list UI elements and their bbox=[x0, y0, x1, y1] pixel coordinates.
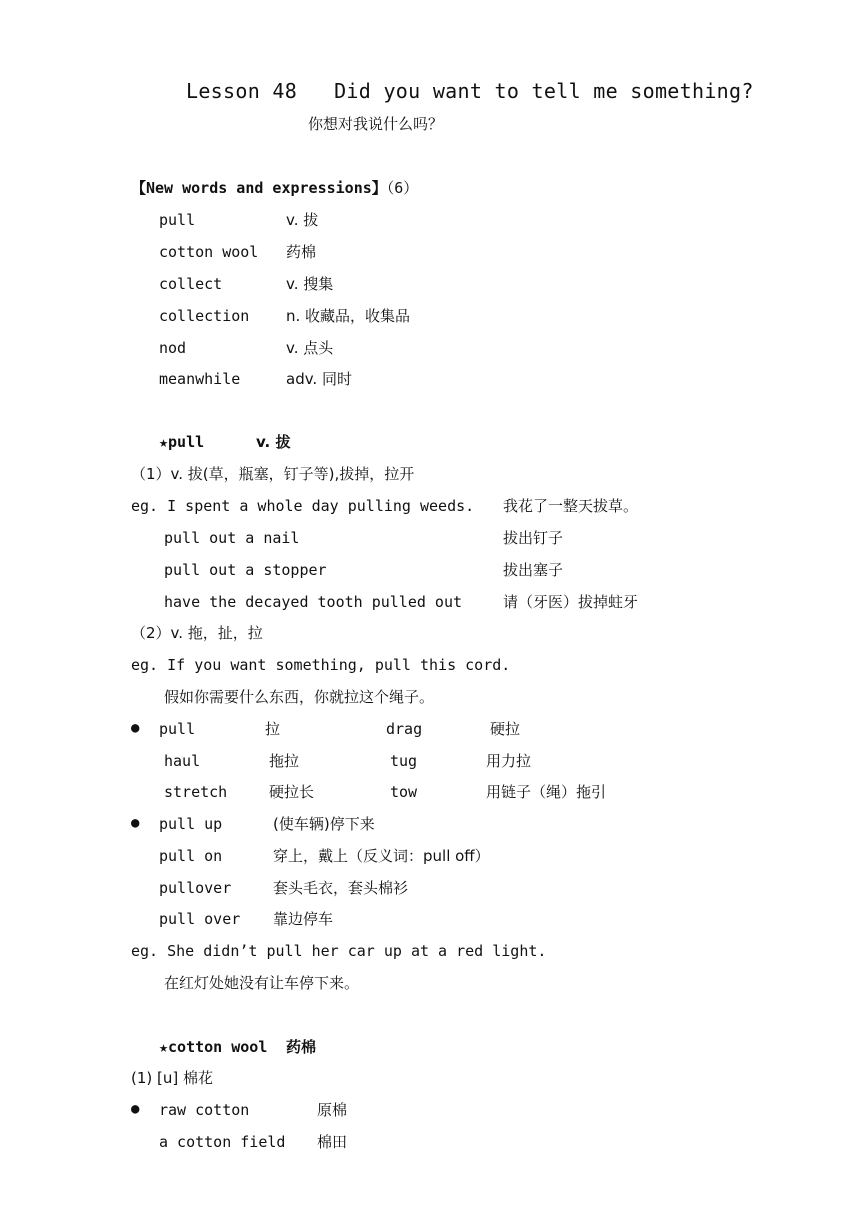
phrasal-cn: 靠边停车 bbox=[273, 910, 334, 928]
synonym-word: pull bbox=[159, 720, 196, 738]
pull-example-2: eg. If you want something, pull this cord. bbox=[131, 656, 511, 674]
synonym-meaning: 硬拉 bbox=[490, 720, 521, 738]
cotton-sense-1: (1) [u] 棉花 bbox=[131, 1069, 213, 1087]
synonym-meaning: 拉 bbox=[265, 720, 281, 738]
pull-heading-meaning: v. 拔 bbox=[256, 433, 291, 451]
phrasal-cn: (使车辆)停下来 bbox=[273, 815, 375, 833]
phrasal-en: pullover bbox=[159, 879, 232, 897]
synonym-meaning: 拖拉 bbox=[269, 752, 300, 770]
bullet-icon: ● bbox=[131, 1101, 140, 1117]
vocab-meaning: v. 搜集 bbox=[286, 275, 334, 293]
synonym-word: tow bbox=[390, 783, 418, 801]
phrase-en: pull out a nail bbox=[164, 529, 300, 547]
vocab-meaning: n. 收藏品，收集品 bbox=[286, 307, 411, 325]
cotton-item-cn: 原棉 bbox=[317, 1101, 348, 1119]
pull-heading: ★pull bbox=[159, 433, 205, 451]
cotton-heading-meaning: 药棉 bbox=[286, 1038, 317, 1056]
phrasal-en: pull over bbox=[159, 910, 241, 928]
vocab-word: pull bbox=[159, 211, 196, 229]
vocab-word: meanwhile bbox=[159, 370, 241, 388]
vocab-heading: 【New words and expressions】（6） bbox=[131, 179, 419, 197]
pull-example-3: eg. She didn’t pull her car up at a red light. bbox=[131, 942, 547, 960]
pull-example-3-translation: 在红灯处她没有让车停下来。 bbox=[164, 974, 360, 992]
cotton-item-en: a cotton field bbox=[159, 1133, 286, 1151]
pull-sense-2: （2）v. 拖，扯，拉 bbox=[131, 624, 263, 642]
vocab-word: nod bbox=[159, 339, 187, 357]
pull-example-2-translation: 假如你需要什么东西，你就拉这个绳子。 bbox=[164, 688, 435, 706]
cotton-item-en: raw cotton bbox=[159, 1101, 250, 1119]
pull-example-1: eg. I spent a whole day pulling weeds. bbox=[131, 497, 475, 515]
pull-example-1-translation: 我花了一整天拔草。 bbox=[503, 497, 639, 515]
page-title: Lesson 48 Did you want to tell me something? bbox=[186, 79, 754, 103]
phrasal-en: pull up bbox=[159, 815, 223, 833]
synonym-word: stretch bbox=[164, 783, 228, 801]
page-subtitle: 你想对我说什么吗？ bbox=[308, 115, 444, 133]
vocab-meaning: v. 点头 bbox=[286, 339, 334, 357]
synonym-meaning: 用链子（绳）拖引 bbox=[486, 783, 607, 801]
bullet-icon: ● bbox=[131, 815, 140, 831]
synonym-meaning: 用力拉 bbox=[486, 752, 532, 770]
phrase-en: have the decayed tooth pulled out bbox=[164, 593, 463, 611]
cotton-heading: ★cotton wool bbox=[159, 1038, 268, 1056]
phrase-en: pull out a stopper bbox=[164, 561, 327, 579]
vocab-meaning: adv. 同时 bbox=[286, 370, 352, 388]
synonym-word: tug bbox=[390, 752, 418, 770]
phrasal-cn: 穿上，戴上（反义词：pull off） bbox=[273, 847, 490, 865]
vocab-word: collection bbox=[159, 307, 250, 325]
phrase-cn: 拔出塞子 bbox=[503, 561, 564, 579]
phrase-cn: 拔出钉子 bbox=[503, 529, 564, 547]
pull-sense-1: （1）v. 拔(草，瓶塞，钉子等),拔掉，拉开 bbox=[131, 465, 415, 483]
vocab-meaning: 药棉 bbox=[286, 243, 317, 261]
phrasal-en: pull on bbox=[159, 847, 223, 865]
synonym-meaning: 硬拉长 bbox=[269, 783, 315, 801]
cotton-item-cn: 棉田 bbox=[317, 1133, 348, 1151]
synonym-word: drag bbox=[386, 720, 423, 738]
vocab-word: collect bbox=[159, 275, 223, 293]
bullet-icon: ● bbox=[131, 720, 140, 736]
phrase-cn: 请（牙医）拔掉蛀牙 bbox=[503, 593, 639, 611]
phrasal-cn: 套头毛衣，套头棉衫 bbox=[273, 879, 409, 897]
vocab-meaning: v. 拔 bbox=[286, 211, 319, 229]
synonym-word: haul bbox=[164, 752, 201, 770]
vocab-word: cotton wool bbox=[159, 243, 259, 261]
